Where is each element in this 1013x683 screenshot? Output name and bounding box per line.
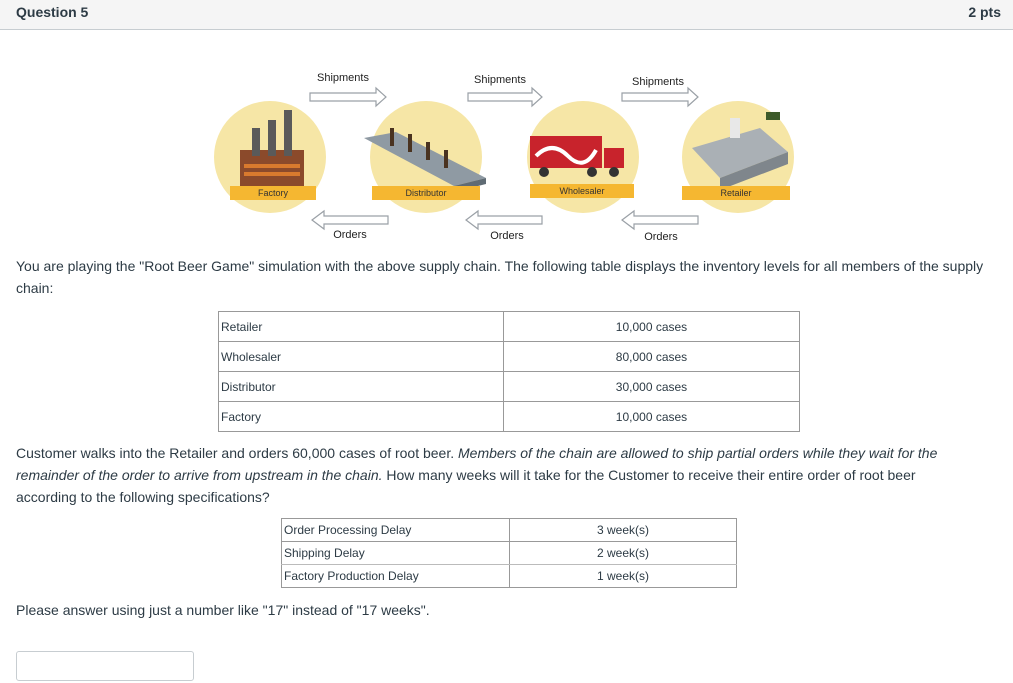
- inventory-member: Distributor: [219, 372, 504, 402]
- question-header: [0, 0, 1013, 30]
- inventory-member: Factory: [219, 402, 504, 432]
- question-title: Question 5: [16, 4, 89, 20]
- orders-arrow-2: [466, 211, 542, 229]
- inventory-level: 10,000 cases: [504, 312, 800, 342]
- instruction-text: Please answer using just a number like "17" instead of "17 weeks".: [16, 602, 430, 618]
- node-label-factory: Factory: [257, 188, 289, 198]
- supply-chain-diagram: [200, 60, 820, 250]
- inventory-level: 30,000 cases: [504, 372, 800, 402]
- shipments-label-3: Shipments: [632, 76, 684, 88]
- table-row: [219, 372, 800, 402]
- spec-name: Shipping Delay: [282, 542, 510, 565]
- orders-arrow-3: [622, 211, 698, 229]
- spec-name: Order Processing Delay: [282, 519, 510, 542]
- node-label-distributor: Distributor: [405, 188, 447, 198]
- shipments-label-1: Shipments: [317, 72, 369, 84]
- scenario-part-1: Customer walks into the Retailer and orders 60,000 cases of root beer.: [16, 445, 459, 461]
- shipments-arrow-1: [310, 88, 386, 106]
- inventory-table: [218, 311, 800, 432]
- table-row: [219, 402, 800, 432]
- spec-value: 2 week(s): [510, 542, 737, 565]
- table-row: [219, 312, 800, 342]
- node-label-retailer: Retailer: [720, 188, 752, 198]
- spec-value: 1 week(s): [510, 565, 737, 588]
- answer-input[interactable]: [16, 651, 194, 681]
- scenario-part-2: Members of the chain are allowed to ship partial orders while they wait for the remainder of the order to arrive from upstream in the chain.: [16, 445, 938, 483]
- table-row: [282, 519, 737, 542]
- shipments-label-2: Shipments: [474, 74, 526, 86]
- orders-label-2: Orders: [490, 230, 524, 242]
- inventory-member: Wholesaler: [219, 342, 504, 372]
- node-label-wholesaler: Wholesaler: [559, 186, 605, 196]
- scenario-part-3: How many weeks will it take for the Customer to receive their entire order of root beer according to the following specifications?: [16, 467, 916, 505]
- shipments-arrow-2: [468, 88, 542, 106]
- orders-arrow-1: [312, 211, 388, 229]
- table-row: [219, 342, 800, 372]
- table-row: [282, 565, 737, 588]
- orders-label-1: Orders: [333, 229, 367, 241]
- scenario-text: [16, 442, 976, 508]
- intro-text: You are playing the "Root Beer Game" simulation with the above supply chain. The following table displays the inventory levels for all members of the supply chain:: [16, 258, 984, 296]
- spec-value: 3 week(s): [510, 519, 737, 542]
- orders-label-3: Orders: [644, 231, 678, 243]
- inventory-level: 80,000 cases: [504, 342, 800, 372]
- specifications-table: [281, 518, 737, 588]
- shipments-arrow-3: [622, 88, 698, 106]
- question-points: 2 pts: [968, 4, 1001, 20]
- inventory-level: 10,000 cases: [504, 402, 800, 432]
- spec-name: Factory Production Delay: [282, 565, 510, 588]
- inventory-member: Retailer: [219, 312, 504, 342]
- table-row: [282, 542, 737, 565]
